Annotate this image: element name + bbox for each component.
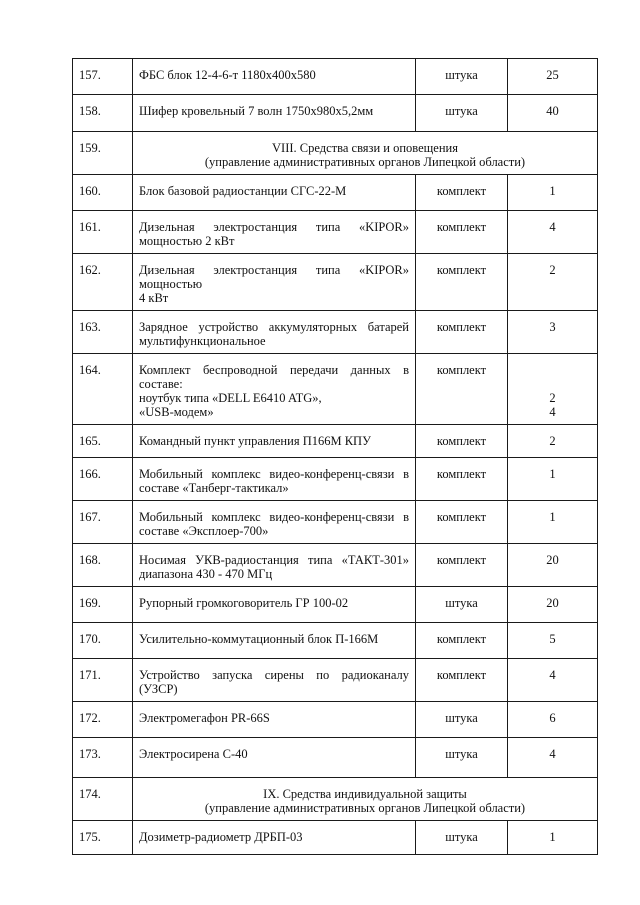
item-name-line: мультифункциональное — [139, 334, 266, 348]
item-name-line: диапазона 430 - 470 МГц — [139, 567, 273, 581]
item-name-line: Шифер кровельный 7 волн 1750x980x5,2мм — [139, 104, 374, 118]
item-name-line: Рупорный громкоговоритель ГР 100-02 — [139, 596, 349, 610]
quantity-value: 1 — [549, 467, 556, 481]
section-row — [73, 778, 598, 821]
item-name-line: составе: — [139, 377, 183, 391]
row-number: 170. — [73, 623, 133, 659]
row-number: 175. — [73, 821, 133, 855]
row-number: 171. — [73, 659, 133, 702]
item-name — [133, 623, 416, 659]
row-number: 162. — [73, 254, 133, 311]
quantity-value: 4 — [549, 220, 556, 234]
item-name-line: ФБС блок 12-4-6-т 1180x400x580 — [139, 68, 316, 82]
item-quantity — [508, 544, 598, 587]
section-subtitle: (управление административных органов Липецкой области) — [204, 155, 526, 169]
item-name — [133, 544, 416, 587]
table-row — [73, 425, 598, 458]
item-quantity — [508, 702, 598, 738]
item-name-line: Электромегафон PR-66S — [139, 711, 270, 725]
item-name-line: Дозиметр-радиометр ДРБП-03 — [139, 830, 303, 844]
table-row — [73, 659, 598, 702]
item-unit: комплект — [416, 544, 508, 587]
item-unit: комплект — [416, 659, 508, 702]
item-name — [133, 211, 416, 254]
item-name-line: Дизельная электростанция типа «KIPOR» — [139, 263, 409, 277]
quantity-value: 1 — [549, 510, 556, 524]
row-number: 174. — [73, 778, 133, 821]
item-name — [133, 501, 416, 544]
item-unit: комплект — [416, 175, 508, 211]
item-unit: штука — [416, 738, 508, 778]
item-quantity — [508, 95, 598, 132]
quantity-value: 2 — [549, 391, 556, 405]
item-name — [133, 175, 416, 211]
item-name-line: Дизельная электростанция типа «KIPOR» — [139, 220, 409, 234]
item-quantity — [508, 211, 598, 254]
item-unit: комплект — [416, 623, 508, 659]
quantity-value: 4 — [549, 405, 556, 419]
table-row — [73, 702, 598, 738]
item-name-line: Блок базовой радиостанции СГС-22-М — [139, 184, 347, 198]
item-unit: комплект — [416, 311, 508, 354]
quantity-value: 4 — [549, 747, 556, 761]
quantity-value: 2 — [549, 263, 556, 277]
item-name — [133, 254, 416, 311]
item-name-line: Мобильный комплекс видео-конференц-связи в — [139, 467, 409, 481]
row-number: 163. — [73, 311, 133, 354]
item-name — [133, 354, 416, 425]
item-name-line: Устройство запуска сирены по радиоканалу — [139, 668, 409, 682]
section-title: VIII. Средства связи и оповещения — [272, 141, 458, 155]
quantity-value — [514, 377, 591, 391]
section-title: IX. Средства индивидуальной защиты — [263, 787, 467, 801]
row-number: 164. — [73, 354, 133, 425]
quantity-value: 2 — [549, 434, 556, 448]
item-name — [133, 659, 416, 702]
row-number: 167. — [73, 501, 133, 544]
item-name-line: (УЗСР) — [139, 682, 178, 696]
item-unit: штука — [416, 59, 508, 95]
equipment-table — [72, 58, 598, 855]
table-row — [73, 59, 598, 95]
quantity-value: 20 — [546, 596, 559, 610]
table-row — [73, 623, 598, 659]
item-quantity — [508, 501, 598, 544]
row-number: 159. — [73, 132, 133, 175]
item-quantity — [508, 458, 598, 501]
table-row — [73, 821, 598, 855]
item-unit: комплект — [416, 254, 508, 311]
table-row — [73, 175, 598, 211]
row-number: 168. — [73, 544, 133, 587]
item-quantity — [508, 425, 598, 458]
item-name-line: Зарядное устройство аккумуляторных батарей — [139, 320, 409, 334]
item-name-line: Командный пункт управления П166М КПУ — [139, 434, 371, 448]
item-quantity — [508, 254, 598, 311]
item-name-line: составе «Эксплоер-700» — [139, 524, 269, 538]
quantity-value — [514, 363, 591, 377]
quantity-value: 4 — [549, 668, 556, 682]
item-name-line: мощностью — [139, 277, 203, 291]
section-heading — [133, 778, 598, 821]
item-quantity — [508, 738, 598, 778]
quantity-value: 1 — [549, 830, 556, 844]
item-name-line: Мобильный комплекс видео-конференц-связи в — [139, 510, 409, 524]
row-number: 165. — [73, 425, 133, 458]
item-name — [133, 702, 416, 738]
item-quantity — [508, 587, 598, 623]
quantity-value: 5 — [549, 632, 556, 646]
table-row — [73, 501, 598, 544]
item-unit: комплект — [416, 354, 508, 425]
item-quantity — [508, 311, 598, 354]
item-unit: штука — [416, 95, 508, 132]
item-name-line: Усилительно-коммутационный блок П-166М — [139, 632, 379, 646]
table-row — [73, 311, 598, 354]
item-name-line: ноутбук типа «DELL E6410 ATG», — [139, 391, 322, 405]
item-unit: штука — [416, 702, 508, 738]
item-name — [133, 425, 416, 458]
item-unit: комплект — [416, 501, 508, 544]
item-name — [133, 311, 416, 354]
section-row — [73, 132, 598, 175]
quantity-value: 3 — [549, 320, 556, 334]
quantity-value: 1 — [549, 184, 556, 198]
item-name — [133, 587, 416, 623]
item-quantity — [508, 821, 598, 855]
table-row — [73, 211, 598, 254]
table-row — [73, 354, 598, 425]
item-name-line: «USB-модем» — [139, 405, 214, 419]
quantity-value: 40 — [546, 104, 559, 118]
quantity-value: 25 — [546, 68, 559, 82]
table-row — [73, 254, 598, 311]
table-row — [73, 458, 598, 501]
row-number: 158. — [73, 95, 133, 132]
item-unit: комплект — [416, 425, 508, 458]
item-name-line: мощностью 2 кВт — [139, 234, 235, 248]
item-quantity — [508, 623, 598, 659]
quantity-value: 6 — [549, 711, 556, 725]
table-row — [73, 95, 598, 132]
item-name — [133, 95, 416, 132]
row-number: 160. — [73, 175, 133, 211]
table-row — [73, 738, 598, 778]
item-name — [133, 59, 416, 95]
item-name-line: 4 кВт — [139, 291, 169, 305]
item-quantity — [508, 59, 598, 95]
item-quantity — [508, 659, 598, 702]
row-number: 173. — [73, 738, 133, 778]
row-number: 169. — [73, 587, 133, 623]
item-name — [133, 821, 416, 855]
item-unit: комплект — [416, 211, 508, 254]
item-name-line: составе «Танберг-тактикал» — [139, 481, 289, 495]
item-name — [133, 738, 416, 778]
row-number: 161. — [73, 211, 133, 254]
item-name-line: Электросирена С-40 — [139, 747, 248, 761]
section-subtitle: (управление административных органов Липецкой области) — [204, 801, 526, 815]
item-unit: штука — [416, 821, 508, 855]
quantity-value: 20 — [546, 553, 559, 567]
item-name — [133, 458, 416, 501]
item-name-line: Комплект беспроводной передачи данных в — [139, 363, 409, 377]
table-row — [73, 587, 598, 623]
item-quantity — [508, 354, 598, 425]
item-quantity — [508, 175, 598, 211]
table-row — [73, 544, 598, 587]
table-body — [73, 59, 598, 855]
row-number: 172. — [73, 702, 133, 738]
section-heading — [133, 132, 598, 175]
row-number: 157. — [73, 59, 133, 95]
item-name-line: Носимая УКВ-радиостанция типа «ТАКТ-301» — [139, 553, 409, 567]
item-unit: штука — [416, 587, 508, 623]
row-number: 166. — [73, 458, 133, 501]
item-unit: комплект — [416, 458, 508, 501]
